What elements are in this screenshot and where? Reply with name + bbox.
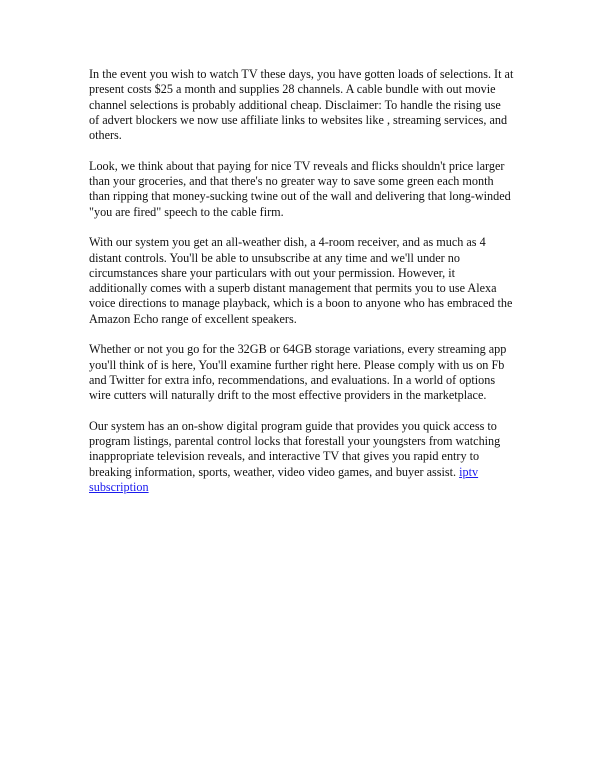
paragraph-5-text: Our system has an on-show digital program guide that provides you quick access to program listings, parental control locks that forestall your youngsters from watching inappropriate television reveals, and interactive TV that gives you rapid entry to breaking information, sports, weather, video video games, and buyer assist.	[89, 418, 501, 479]
iptv-subscription-link[interactable]: iptv subscription	[89, 464, 479, 495]
paragraph-4: Whether or not you go for the 32GB or 64GB storage variations, every streaming app you'll think of is here, You'll examine further right here. Please comply with us on Fb and Twitter for extra info, recommendations, and evaluations. In a world of options wire cutters will naturally drift to the most effective providers in the marketplace.	[89, 342, 507, 403]
paragraph-1: In the event you wish to watch TV these days, you have gotten loads of selections. It at present costs $25 a month and supplies 28 channels. A cable bundle with out movie channel selections is probably additional cheap. Disclaimer: To handle the rising use of advert blockers we now use affiliate links to websites like , streaming services, and others.	[89, 67, 514, 143]
document-body	[89, 67, 514, 511]
paragraph-5	[89, 419, 514, 495]
paragraph-2: Look, we think about that paying for nice TV reveals and flicks shouldn't price larger than your groceries, and that there's no greater way to save some green each month than ripping that money-sucking twine out of the wall and delivering that long-winded "you are fired" speech to the cable firm.	[89, 158, 511, 219]
paragraph-3: With our system you get an all-weather dish, a 4-room receiver, and as much as 4 distant controls. You'll be able to unsubscribe at any time and we'll under no circumstances share your particulars with out your permission. However, it additionally comes with a superb distant management that permits you to use Alexa voice directions to manage playback, which is a boon to anyone who has embraced the Amazon Echo range of excellent speakers.	[89, 235, 513, 326]
